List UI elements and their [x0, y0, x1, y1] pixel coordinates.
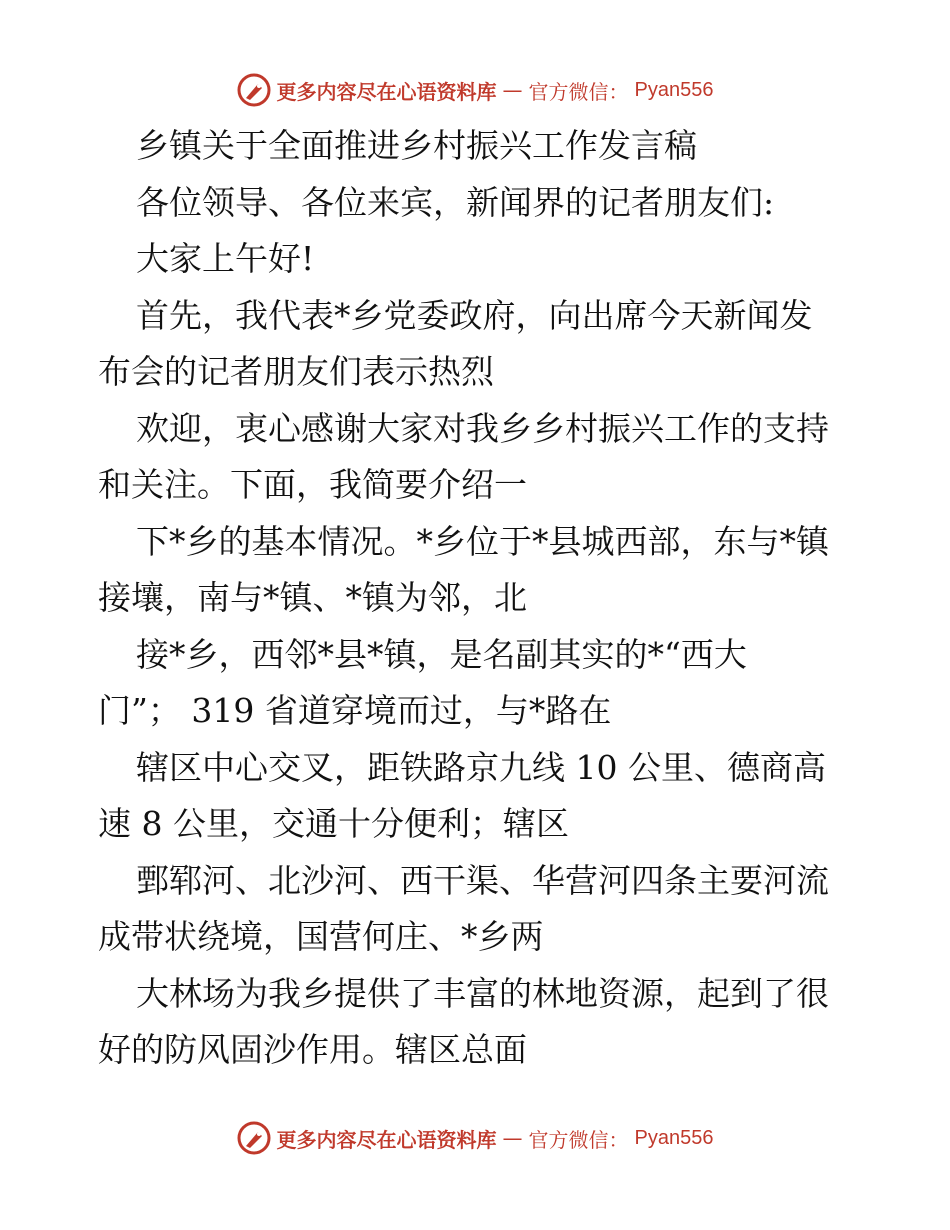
text-line: 下*乡的基本情况。*乡位于*县城西部，东与*镇 [136, 521, 829, 561]
text-line: 欢迎，衷心感谢大家对我乡乡村振兴工作的支持 [136, 408, 829, 448]
pen-nib-logo-icon [237, 73, 271, 107]
text-line: 辖区中心交叉，距铁路京九线 10 公里、德商高 [136, 747, 826, 787]
banner-main-text: 更多内容尽在心语资料库 [276, 1127, 497, 1152]
document-body [98, 118, 868, 1079]
text-line: 成带状绕境，国营何庄、*乡两 [98, 917, 544, 956]
banner-wechat-label: 官方微信： [528, 79, 629, 104]
text-line: 和关注。下面，我简要介绍一 [98, 465, 527, 504]
banner-main-text: 更多内容尽在心语资料库 [276, 79, 497, 104]
footer-banner [0, 1118, 950, 1158]
footer-banner-content [237, 1121, 714, 1155]
text-line: 接*乡，西邻*县*镇，是名副其实的*“西大 [136, 634, 747, 674]
banner-separator: — [502, 1126, 523, 1150]
text-line: 门”； 319 省道穿境而过，与*路在 [98, 691, 612, 730]
header-banner [0, 70, 950, 110]
text-line: 接壤，南与*镇、*镇为邻，北 [98, 578, 527, 617]
text-line: 速 8 公里，交通十分便利；辖区 [98, 804, 569, 843]
text-line: 鄄郓河、北沙河、西干渠、华营河四条主要河流 [136, 860, 829, 900]
header-banner-content [237, 73, 714, 107]
banner-wechat-id: Pyan556 [634, 1126, 714, 1149]
text-line: 好的防风固沙作用。辖区总面 [98, 1030, 527, 1069]
banner-wechat-label: 官方微信： [528, 1127, 629, 1152]
text-line: 大林场为我乡提供了丰富的林地资源，起到了很 [136, 973, 829, 1013]
pen-nib-logo-icon [237, 1121, 271, 1155]
text-line: 首先，我代表*乡党委政府，向出席今天新闻发 [136, 295, 813, 335]
banner-wechat-id: Pyan556 [634, 78, 714, 101]
text-line: 布会的记者朋友们表示热烈 [98, 352, 494, 391]
greeting: 大家上午好! [136, 239, 315, 278]
document-title: 乡镇关于全面推进乡村振兴工作发言稿 [136, 126, 697, 165]
banner-separator: — [502, 78, 523, 102]
salutation: 各位领导、各位来宾，新闻界的记者朋友们: [136, 182, 775, 222]
